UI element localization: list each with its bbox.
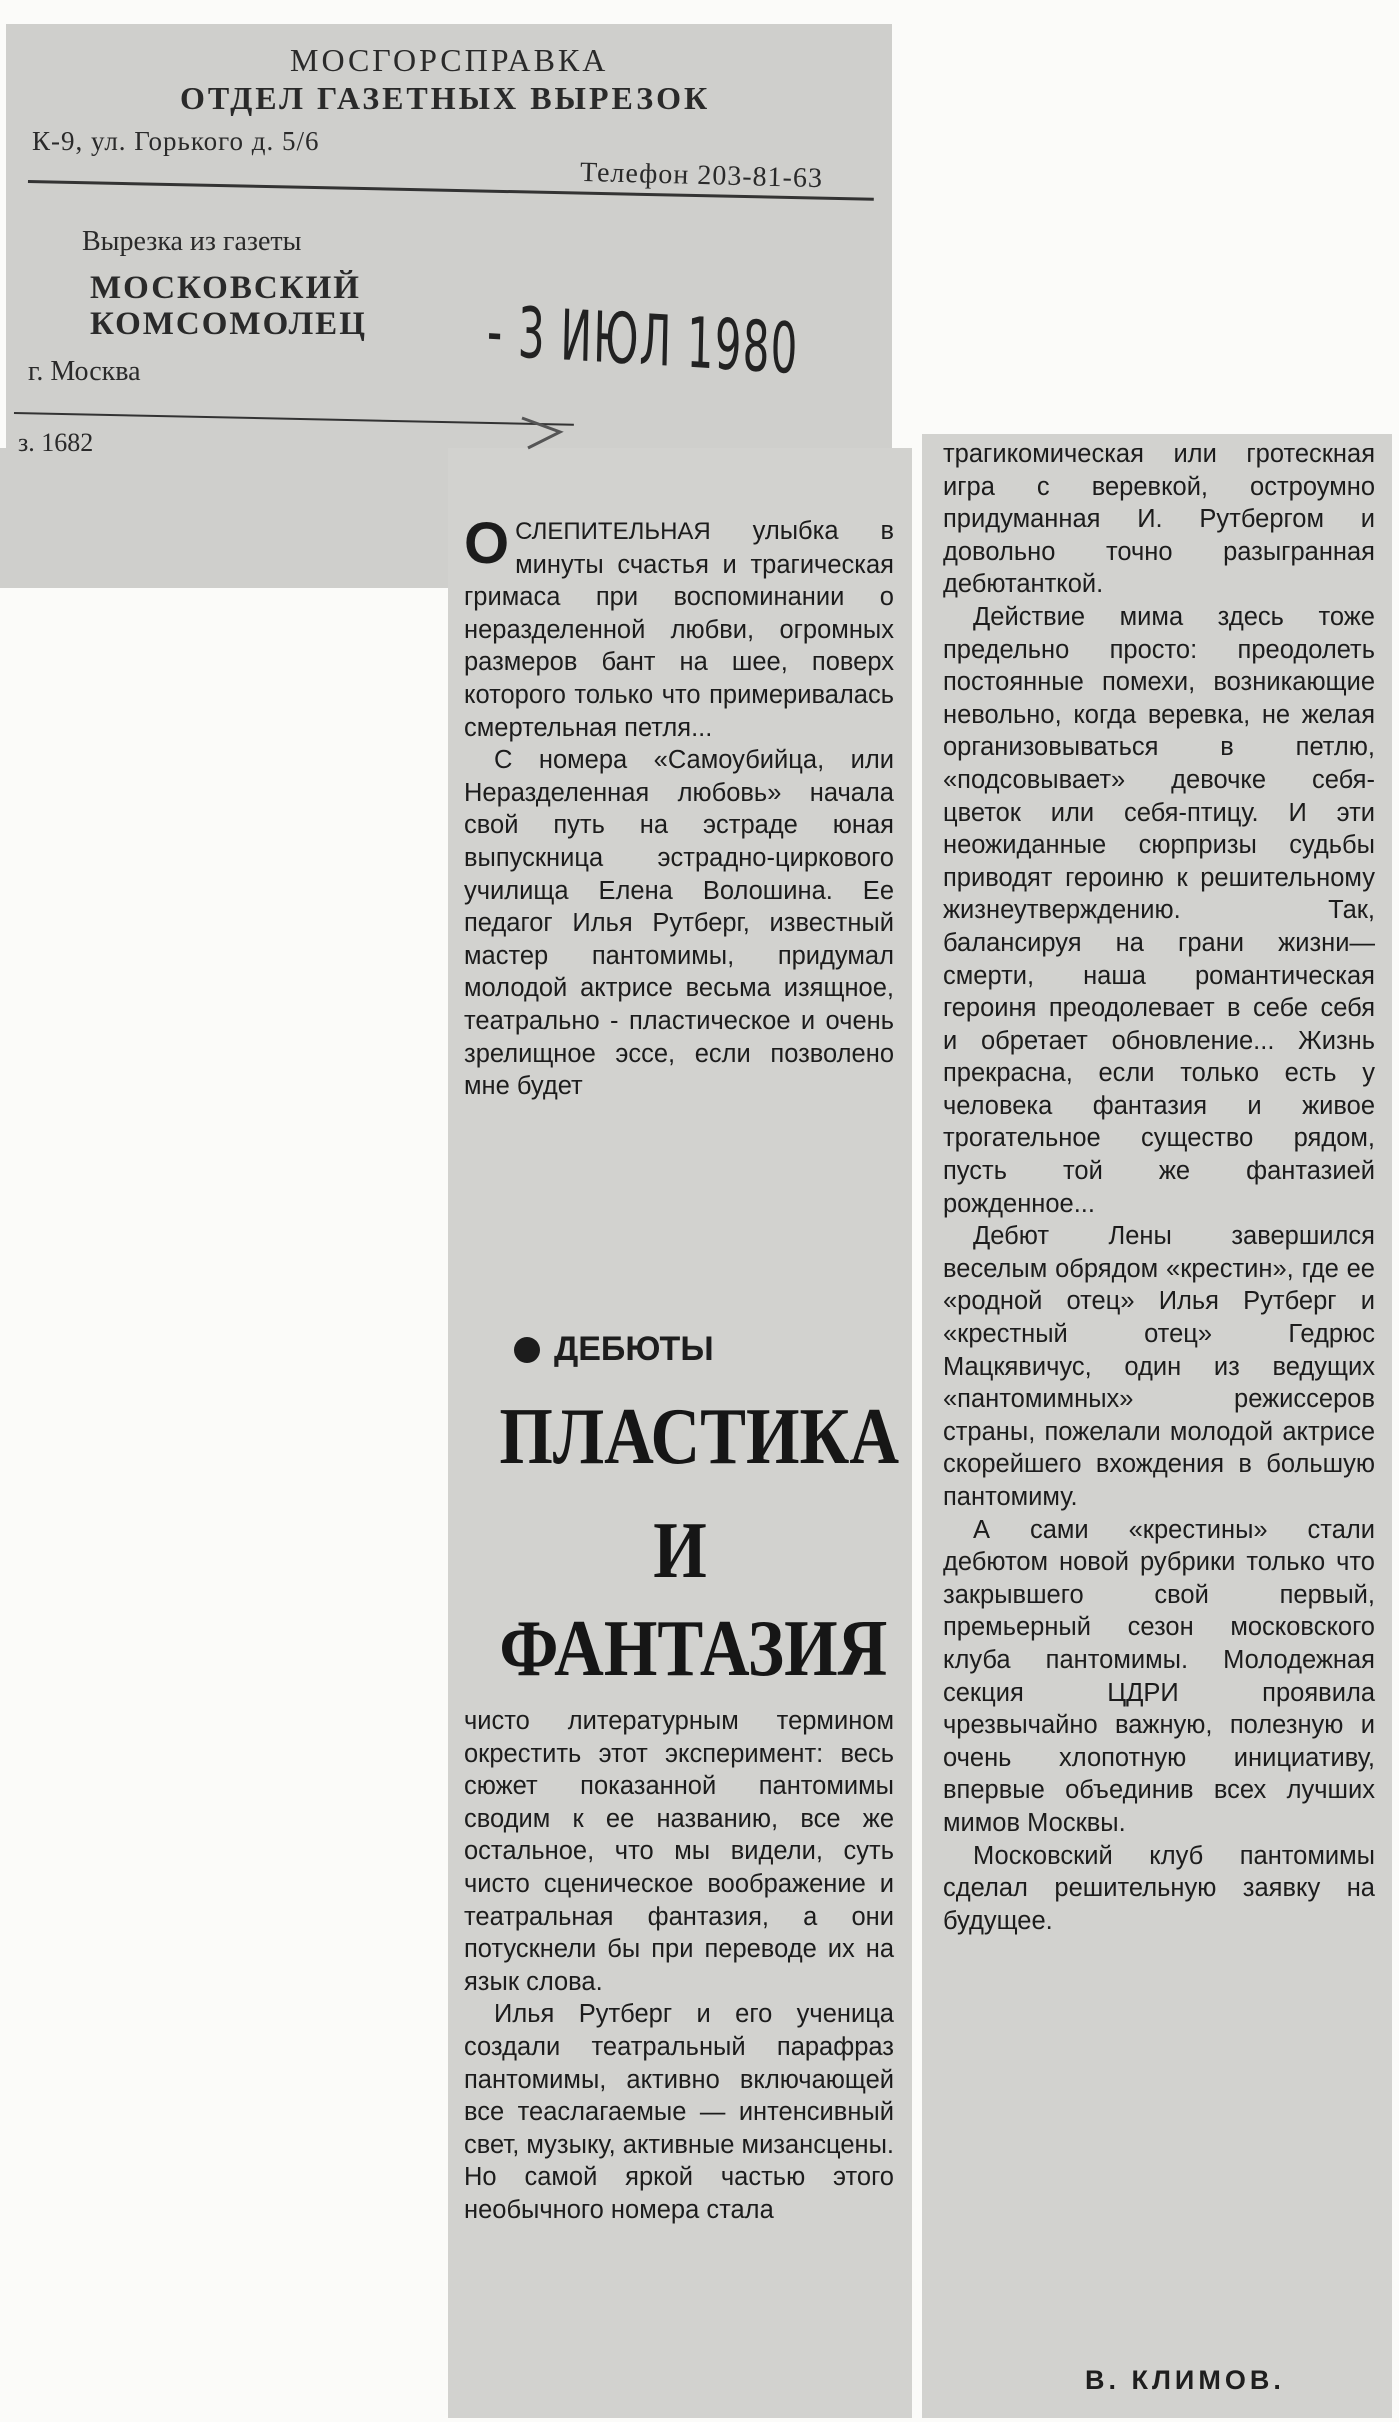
article-paragraph-5: трагикомическая или гротескная игра с веревкой, остроумно придуманная И. Рутбергом и довольно точно разыгранная дебютанткой. bbox=[943, 440, 1375, 599]
clipping-stamp-slip-lower bbox=[0, 448, 448, 588]
article-paragraph-7: Дебют Лены завершился веселым обрядом «крестин», где ее «родной отец» Илья Рутберг и «крестный отец» Гедрюс Мацкявичус, один из ведущих «пантомимных» режиссеров страны, пожелали молодой актрисе скорейшего вхождения в большую пантомиму. bbox=[943, 1222, 1375, 1511]
stamp-order-number: з. 1682 bbox=[18, 428, 94, 457]
stamp-city: г. Москва bbox=[28, 356, 141, 387]
rubric-text: ДЕБЮТЫ bbox=[554, 1330, 714, 1368]
article-body-left-bottom bbox=[464, 1705, 894, 2227]
newspaper-name-line1: МОСКОВСКИЙ bbox=[90, 270, 361, 306]
article-paragraph-8: А сами «крестины» стали дебютом новой рубрики только что закрывшего свой первый, премьерный сезон московского клуба пантомимы. Молодежная секция ЦДРИ проявила чрезвычайно важную, полезную и очень хлопотную инициативу, впервые объединив всех лучших мимов Москвы. bbox=[943, 1515, 1375, 1837]
stamp-address: К-9, ул. Горького д. 5/6 bbox=[32, 126, 320, 156]
headline-line-1: ПЛАСТИКА bbox=[499, 1393, 900, 1481]
headline-line-3: ФАНТАЗИЯ bbox=[499, 1605, 888, 1693]
date-stamp: - 3 ИЮЛ 1980 bbox=[486, 290, 800, 391]
article-paragraph-3: чисто литературным термином окрестить этот эксперимент: весь сюжет показанной пантомимы сводим к ее названию, все же остальное, что мы видели, суть чисто сценическое воображение и театральная фантазия, а они потускнели бы при переводе их на язык слова. bbox=[464, 1707, 894, 1996]
article-paragraph-9: Московский клуб пантомимы сделал решительную заявку на будущее. bbox=[943, 1841, 1375, 1935]
article-paragraph-1 bbox=[464, 511, 894, 744]
newspaper-name-line2: КОМСОМОЛЕЦ bbox=[90, 306, 367, 342]
arrow-icon bbox=[520, 410, 566, 450]
article-paragraph-6: Действие мима здесь тоже предельно просто: преодолеть постоянные помехи, возникающие невольно, когда веревка, не желая организовываться в петлю, «подсовывает» девочке себя-цветок или себя-птицу. И эти неожиданные сюрпризы судьбы приводят героиню к решительному жизнеутверждению. Так, балансируя на грани жизни—смерти, наша романтическая героиня преодолевает в себе себя и обретает обновление... Жизнь прекрасна, если только есть у человека фантазия и живое трогательное существо рядом, пусть той же фантазией рожденное... bbox=[943, 602, 1375, 1218]
stamp-newspaper-name bbox=[90, 270, 367, 342]
paragraph-1-text: улыбка в минуты счастья и трагическая гримаса при воспоминании о неразделенной любви, огромных размеров бант на шее, поверх которого только что примеривалась смертельная петля... bbox=[464, 517, 894, 742]
drop-cap: О bbox=[464, 511, 510, 576]
rubric-label bbox=[514, 1330, 714, 1369]
stamp-cut-from-label: Вырезка из газеты bbox=[82, 226, 302, 257]
stamp-department: ОТДЕЛ ГАЗЕТНЫХ ВЫРЕЗОК bbox=[180, 80, 711, 116]
article-author: В. КЛИМОВ. bbox=[1085, 2365, 1285, 2395]
headline-line-2: И bbox=[653, 1507, 707, 1595]
stamp-organization: МОСГОРСПРАВКА bbox=[290, 42, 609, 78]
article-body-left-top bbox=[464, 511, 894, 1103]
stamp-phone: Телефон 203-81-63 bbox=[579, 156, 824, 195]
article-paragraph-4: Илья Рутберг и его ученица создали театральный парафраз пантомимы, активно включающей все теаслагаемые — интенсивный свет, музыку, активные мизансцены. Но самой яркой частью этого необычного номера стала bbox=[464, 2000, 895, 2224]
article-body-right bbox=[943, 438, 1375, 1937]
article-paragraph-2: С номера «Самоубийца, или Неразделенная любовь» начала свой путь на эстраде юная выпускница эстрадно-циркового училища Елена Волошина. Ее педагог Илья Рутберг, известный мастер пантомимы, придумал молодой актрисе весьма изящное, театрально - пластическое и очень зрелищное эссе, если позволено мне будет bbox=[464, 746, 894, 1101]
lead-word: СЛЕПИТЕЛЬНАЯ bbox=[515, 518, 711, 545]
bullet-icon bbox=[514, 1337, 540, 1363]
